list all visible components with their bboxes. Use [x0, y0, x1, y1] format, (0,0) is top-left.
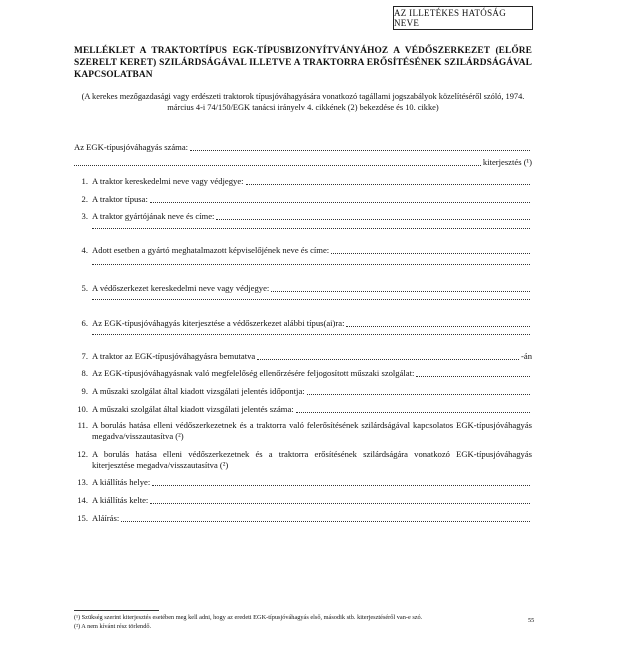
item-label: A műszaki szolgálat által kiadott vizsgálati jelentés száma: — [92, 404, 294, 414]
approval-number-label: Az EGK-típusjóváhagyás száma: — [74, 142, 189, 152]
fill-line[interactable] — [190, 149, 530, 151]
fill-line[interactable] — [150, 201, 530, 203]
item-label: Az EGK-típusjóváhagyás kiterjesztése a védőszerkezet alábbi típus(ai)ra: — [92, 318, 345, 328]
item-4-continuation[interactable] — [92, 263, 532, 267]
fill-line[interactable] — [92, 227, 530, 229]
footnote-divider — [74, 610, 159, 611]
footnote-2: (²) A nem kívánt rész törlendő. — [74, 623, 152, 630]
fill-line[interactable] — [296, 411, 530, 413]
item-label: A műszaki szolgálat által kiadott vizsgálati jelentés időpontja: — [92, 386, 305, 396]
competent-authority-label: AZ ILLETÉKES HATÓSÁG NEVE — [394, 8, 506, 28]
item-label: A kiállítás kelte: — [92, 495, 149, 505]
item-4-field[interactable] — [74, 245, 532, 256]
fill-line[interactable] — [92, 298, 530, 300]
competent-authority-box — [393, 6, 533, 30]
item-10-field[interactable] — [74, 404, 532, 415]
item-number: 15. — [77, 513, 88, 523]
item-number: 13. — [77, 477, 88, 487]
item-label: Adott esetben a gyártó meghatalmazott képviselőjének neve és címe: — [92, 245, 330, 255]
item-number: 8. — [81, 368, 88, 378]
item-label: A traktor az EGK-típusjóváhagyásra bemutatva — [92, 351, 256, 361]
footnote-1: (¹) Szükség szerint kiterjesztés esetében meg kell adni, hogy az eredeti EGK-típusjóváhagyás első, második stb. kiterjesztéséről van-e szó. — [74, 614, 423, 621]
legal-basis-intro: (A kerekes mezőgazdasági vagy erdészeti traktorok típusjóváhagyására vonatkozó tagállami jogszabályok közelítéséről szóló, 1974. március 4-i 74/150/EGK tanácsi irányelv 4. cikkének (2) bekezdése és 10. cikke) — [81, 92, 525, 112]
fill-line[interactable] — [346, 325, 530, 327]
item-9-field[interactable] — [74, 386, 532, 397]
item-label: Aláírás: — [92, 513, 120, 523]
extension-label: kiterjesztés (¹) — [482, 157, 532, 167]
item-5-field[interactable] — [74, 283, 532, 294]
item-6-continuation[interactable] — [92, 333, 532, 337]
item-number: 5. — [81, 283, 88, 293]
item-14-field[interactable] — [74, 495, 532, 506]
item-number: 12. — [77, 449, 88, 459]
item-label: A borulás hatása elleni védőszerkezetnek és a traktorra erősítésének szilárdságára vonatkozó EGK-típusjóváhagyás kiterjesztése megadva/visszautasítva (²) — [92, 449, 532, 470]
document-title: MELLÉKLET A TRAKTORTÍPUS EGK-TÍPUSBIZONYÍTVÁNYÁHOZ A VÉDŐSZERKEZET (ELŐRE SZERELT KERET) SZILÁRDSÁGÁVAL ILLETVE A TRAKTORRA ERŐSÍTÉSÉNEK SZILÁRDSÁGÁVAL KAPCSOLATBAN — [74, 46, 532, 80]
item-number: 9. — [81, 386, 88, 396]
fill-line[interactable] — [331, 252, 530, 254]
item-number: 4. — [81, 245, 88, 255]
item-number: 10. — [77, 404, 88, 414]
fill-line[interactable] — [257, 358, 519, 360]
item-number: 3. — [81, 211, 88, 221]
approval-number-field[interactable] — [74, 142, 532, 153]
item-number: 11. — [77, 420, 88, 430]
item-8-field[interactable] — [74, 368, 532, 379]
fill-line[interactable] — [307, 393, 530, 395]
fill-line[interactable] — [416, 375, 530, 377]
date-suffix: -án — [521, 351, 532, 361]
item-11-field[interactable] — [74, 420, 532, 442]
item-label: A traktor kereskedelmi neve vagy védjegye: — [92, 176, 244, 186]
fill-line[interactable] — [92, 263, 530, 265]
item-13-field[interactable] — [74, 477, 532, 488]
item-number: 2. — [81, 194, 88, 204]
item-number: 7. — [81, 351, 88, 361]
fill-line[interactable] — [74, 164, 481, 166]
item-12-field[interactable] — [74, 449, 532, 471]
item-2-field[interactable] — [74, 194, 532, 205]
item-label: A traktor típusa: — [92, 194, 148, 204]
item-number: 6. — [81, 318, 88, 328]
item-3-field[interactable] — [74, 211, 532, 222]
item-7-field[interactable] — [74, 351, 532, 362]
fill-line[interactable] — [121, 520, 530, 522]
page-number: 55 — [528, 617, 535, 624]
item-6-field[interactable] — [74, 318, 532, 329]
item-number: 14. — [77, 495, 88, 505]
item-label: A védőszerkezet kereskedelmi neve vagy védjegye: — [92, 283, 270, 293]
fill-line[interactable] — [152, 484, 530, 486]
fill-line[interactable] — [150, 502, 530, 504]
fill-line[interactable] — [216, 218, 530, 220]
item-label: A borulás hatása elleni védőszerkezetnek és a traktorra való felerősítésének szilárdságával kapcsolatos EGK-típusjóváhagyás megadva/visszautasítva (²) — [92, 420, 532, 441]
item-3-continuation[interactable] — [92, 227, 532, 231]
extension-field[interactable] — [74, 157, 532, 168]
item-1-field[interactable] — [74, 176, 532, 187]
item-label: Az EGK-típusjóváhagyásnak való megfelelőség ellenőrzésére feljogosított műszaki szolgálat: — [92, 368, 415, 378]
fill-line[interactable] — [246, 183, 530, 185]
fill-line[interactable] — [92, 333, 530, 335]
item-5-continuation[interactable] — [92, 298, 532, 302]
item-label: A kiállítás helye: — [92, 477, 151, 487]
item-15-field[interactable] — [74, 513, 532, 524]
item-number: 1. — [81, 176, 88, 186]
fill-line[interactable] — [271, 290, 530, 292]
item-label: A traktor gyártójának neve és címe: — [92, 211, 215, 221]
